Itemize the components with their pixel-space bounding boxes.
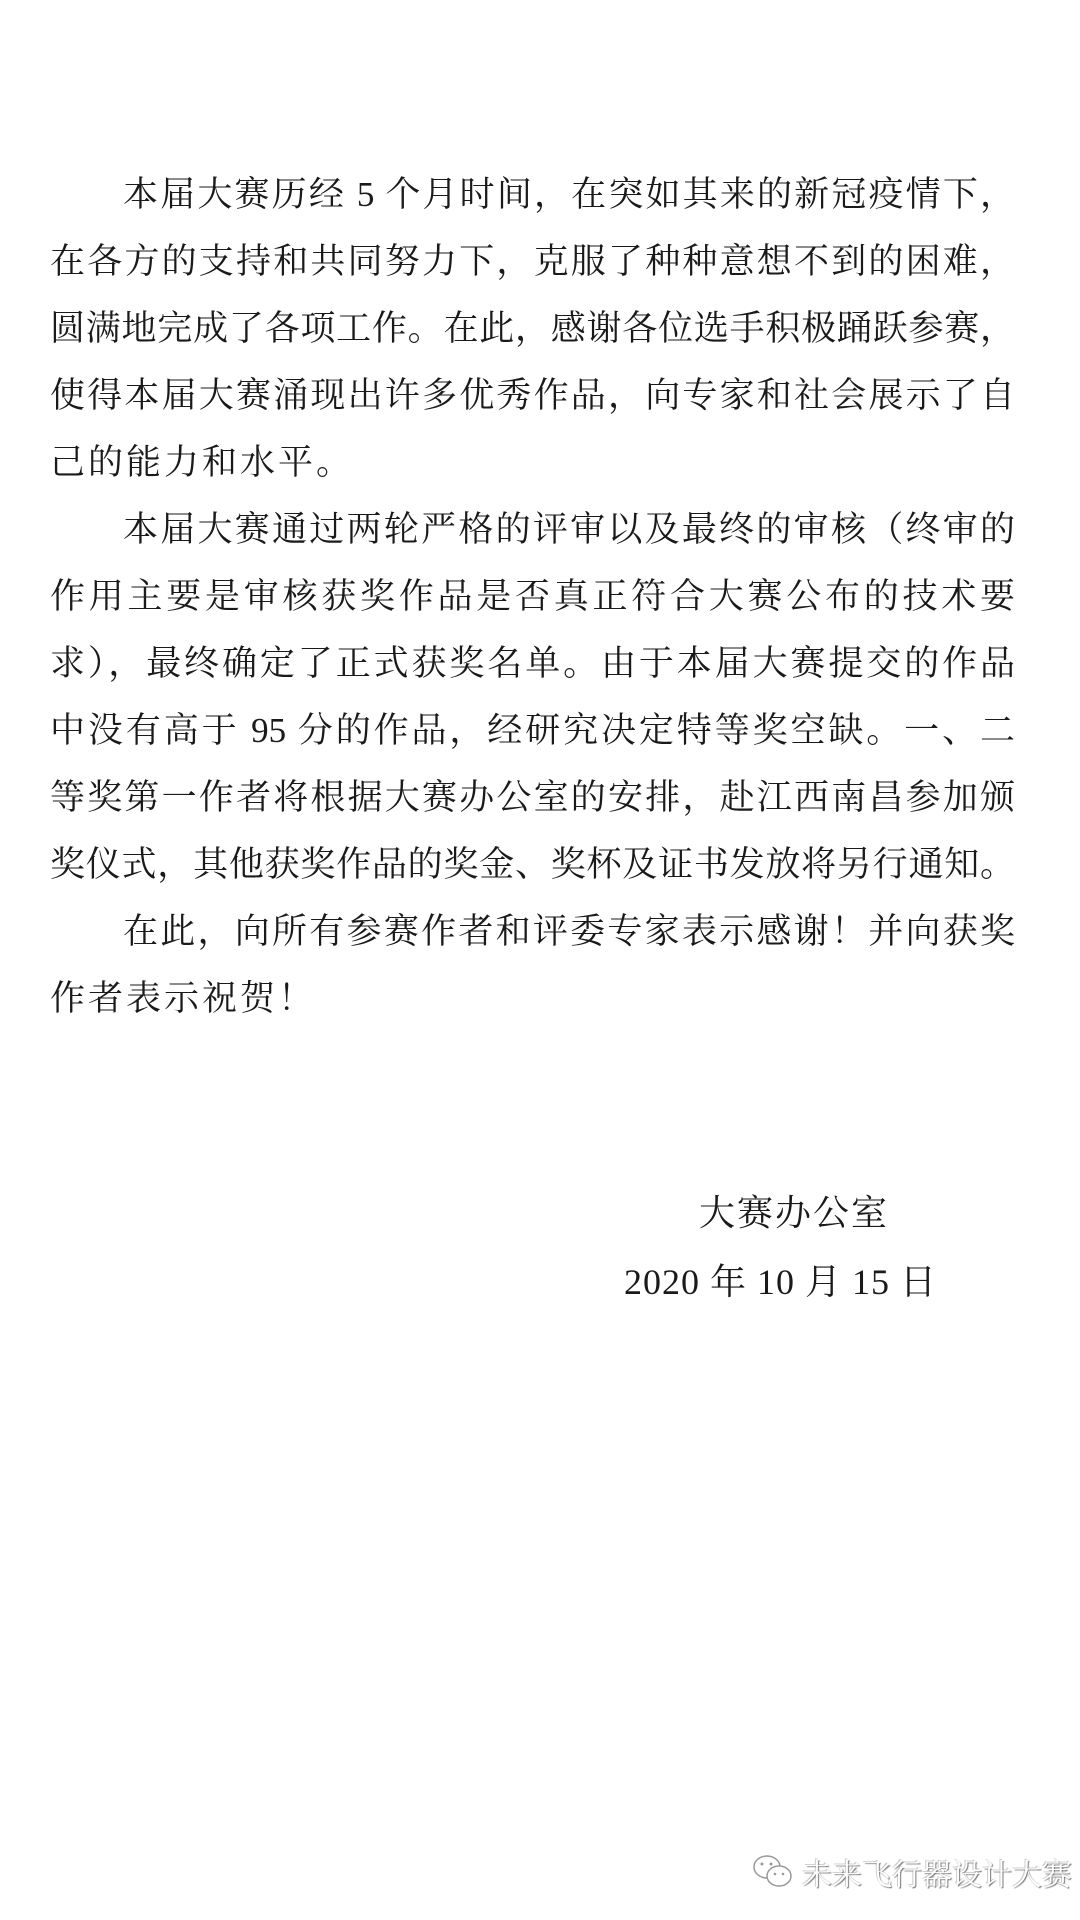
watermark xyxy=(752,1852,1072,1892)
paragraph-2-line: 奖仪式，其他获奖作品的奖金、奖杯及证书发放将另行通知。 xyxy=(50,845,1015,884)
paragraph-3-line: 作者表示祝贺！ xyxy=(50,979,317,1018)
paragraph-2-line: 作用主要是审核获奖作品是否真正符合大赛公布的技术要 xyxy=(50,577,1015,616)
paragraph-2-line: 中没有高于 95 分的作品，经研究决定特等奖空缺。一、二 xyxy=(50,711,1015,750)
signature-org: 大赛办公室 xyxy=(699,1193,890,1233)
paragraph-2-line: 本届大赛通过两轮严格的评审以及最终的审核（终审的 xyxy=(123,510,1015,549)
signature-date: 2020 年 10 月 15 日 xyxy=(624,1262,938,1302)
wechat-icon xyxy=(752,1854,794,1890)
paragraph-1-line: 圆满地完成了各项工作。在此，感谢各位选手积极踊跃参赛， xyxy=(50,309,1015,348)
paragraph-2-line: 求），最终确定了正式获奖名单。由于本届大赛提交的作品 xyxy=(50,644,1015,683)
paragraph-1-line: 使得本届大赛涌现出许多优秀作品，向专家和社会展示了自 xyxy=(50,376,1015,415)
paragraph-1-line: 在各方的支持和共同努力下，克服了种种意想不到的困难， xyxy=(50,242,1015,281)
paragraph-1-line: 本届大赛历经 5 个月时间，在突如其来的新冠疫情下， xyxy=(123,175,1015,214)
paragraph-3-line: 在此，向所有参赛作者和评委专家表示感谢！并向获奖 xyxy=(123,912,1015,951)
paragraph-1-line: 己的能力和水平。 xyxy=(50,443,355,482)
paragraph-2-line: 等奖第一作者将根据大赛办公室的安排，赴江西南昌参加颁 xyxy=(50,778,1015,817)
watermark-text: 未来飞行器设计大赛 xyxy=(802,1858,1072,1893)
